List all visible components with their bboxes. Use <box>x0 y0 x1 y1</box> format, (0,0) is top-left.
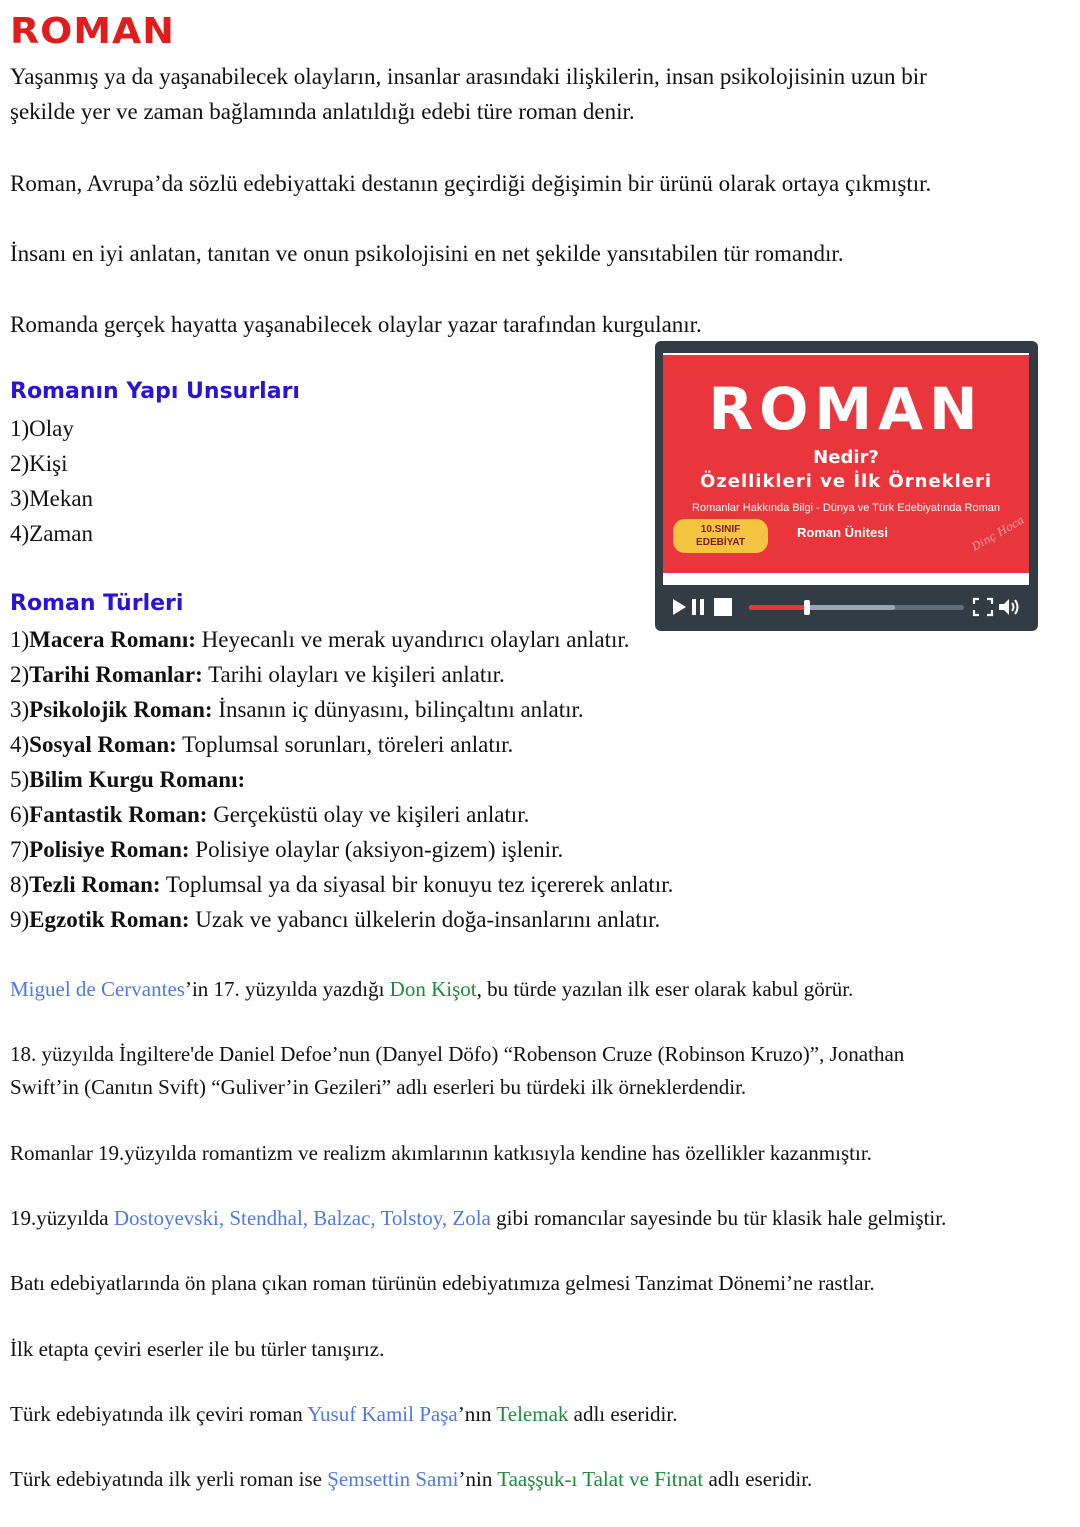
list-item: 6)Fantastik Roman: Gerçeküstü olay ve kişileri anlatır. <box>10 802 530 827</box>
list-item: 1)Olay <box>10 416 74 441</box>
unit-label: Roman Ünitesi <box>797 525 889 540</box>
structure-heading: Romanın Yapı Unsurları <box>10 379 300 404</box>
history-paragraph: Romanlar 19.yüzyılda romantizm ve realizm akımlarının katkısıyla kendine has özellikler kazanmıştır. <box>10 1141 872 1165</box>
types-heading: Roman Türleri <box>10 591 184 616</box>
list-item: 8)Tezli Roman: Toplumsal ya da siyasal bir konuyu tez içererek anlatır. <box>10 872 674 897</box>
video-player[interactable] <box>655 341 1038 631</box>
author-link[interactable]: Yusuf Kamil Paşa <box>307 1402 458 1426</box>
list-item: 5)Bilim Kurgu Romanı: <box>10 767 246 792</box>
history-paragraph: İlk etapta çeviri eserler ile bu türler tanışırız. <box>10 1337 385 1361</box>
video-controls <box>663 593 1029 621</box>
volume-icon[interactable] <box>997 596 1021 618</box>
types-list <box>10 622 673 937</box>
pause-icon[interactable] <box>687 596 711 618</box>
list-item: 7)Polisiye Roman: Polisiye olaylar (aksiyon-gizem) işlenir. <box>10 837 564 862</box>
stop-icon[interactable] <box>711 596 735 618</box>
poster-subtitle: Nedir? <box>813 447 879 468</box>
poster-description: Romanlar Hakkında Bilgi - Dünya ve Türk Edebiyatında Roman <box>692 502 1000 514</box>
poster-subtitle: Özellikleri ve İlk Örnekleri <box>699 471 993 492</box>
fullscreen-icon[interactable] <box>971 596 995 618</box>
intro-line: Romanda gerçek hayatta yaşanabilecek olaylar yazar tarafından kurgulanır. <box>10 312 702 337</box>
intro-line: Roman, Avrupa’da sözlü edebiyattaki destanın geçirdiği değişimin bir ürünü olarak ortaya çıkmıştır. <box>10 171 932 196</box>
history-paragraph: Türk edebiyatında ilk çeviri roman Yusuf Kamil Paşa’nın Telemak adlı eseridir. <box>10 1402 678 1426</box>
intro-line: şekilde yer ve zaman bağlamında anlatıldığı edebi türe roman denir. <box>10 99 635 124</box>
work-link[interactable]: Taaşşuk-ı Talat ve Fitnat <box>497 1467 704 1491</box>
signature: Dinç Hoca <box>969 513 1027 554</box>
history-paragraph: 19.yüzyılda Dostoyevski, Stendhal, Balzac, Tolstoy, Zola gibi romancılar sayesinde bu tür klasik hale gelmiştir. <box>10 1206 947 1230</box>
list-item: 2)Tarihi Romanlar: Tarihi olayları ve kişileri anlatır. <box>10 662 505 687</box>
author-link[interactable]: Şemsettin Sami <box>327 1467 459 1491</box>
list-item: 9)Egzotik Roman: Uzak ve yabancı ülkelerin doğa-insanlarını anlatır. <box>10 907 661 932</box>
work-link[interactable]: Telemak <box>496 1402 569 1426</box>
list-item: 3)Psikolojik Roman: İnsanın iç dünyasını, bilinçaltını anlatır. <box>10 697 584 722</box>
list-item: 4)Zaman <box>10 521 94 546</box>
list-item: 2)Kişi <box>10 451 68 476</box>
author-link[interactable]: Miguel de Cervantes <box>10 977 185 1001</box>
history-paragraph: Türk edebiyatında ilk yerli roman ise Şemsettin Sami’nin Taaşşuk-ı Talat ve Fitnat adlı eseridir. <box>10 1467 813 1491</box>
intro-line: İnsanı en iyi anlatan, tanıtan ve onun psikolojisini en net şekilde yansıtabilen tür romandır. <box>10 241 844 266</box>
progress-handle[interactable] <box>804 600 810 615</box>
history-paragraph: Miguel de Cervantes’in 17. yüzyılda yazdığı Don Kişot, bu türde yazılan ilk eser olarak kabul görür. <box>10 977 854 1001</box>
history-paragraph: 18. yüzyılda İngiltere'de Daniel Defoe’nun (Danyel Döfo) “Robenson Cruze (Robinson Kruzo)”, Jonathan Swift’in (Canıtın Svift) “Guliver’in Gezileri” adlı eserleri bu türdeki ilk örneklerdendir. <box>10 1042 905 1099</box>
list-item: 3)Mekan <box>10 486 94 511</box>
intro-paragraph <box>10 59 1075 129</box>
list-item: 1)Macera Romanı: Heyecanlı ve merak uyandırıcı olayları anlatır. <box>10 627 630 652</box>
intro-line: Yaşanmış ya da yaşanabilecek olayların, insanlar arasındaki ilişkilerin, insan psikolojisinin uzun bir <box>10 64 927 89</box>
progress-bar[interactable] <box>749 605 964 610</box>
video-poster[interactable] <box>663 355 1029 573</box>
grade-badge: 10.SINIF EDEBİYAT <box>673 519 768 553</box>
history-paragraph: Batı edebiyatlarında ön plana çıkan roman türünün edebiyatımıza gelmesi Tanzimat Dönemi’ne rastlar. <box>10 1271 875 1295</box>
authors-link[interactable]: Dostoyevski, Stendhal, Balzac, Tolstoy, Zola <box>113 1206 491 1230</box>
page-title: ROMAN <box>10 11 175 52</box>
work-link[interactable]: Don Kişot <box>389 977 477 1001</box>
poster-title: ROMAN <box>708 375 984 443</box>
progress-fill <box>749 605 807 610</box>
list-item: 4)Sosyal Roman: Toplumsal sorunları, töreleri anlatır. <box>10 732 514 757</box>
structure-list <box>10 411 93 551</box>
